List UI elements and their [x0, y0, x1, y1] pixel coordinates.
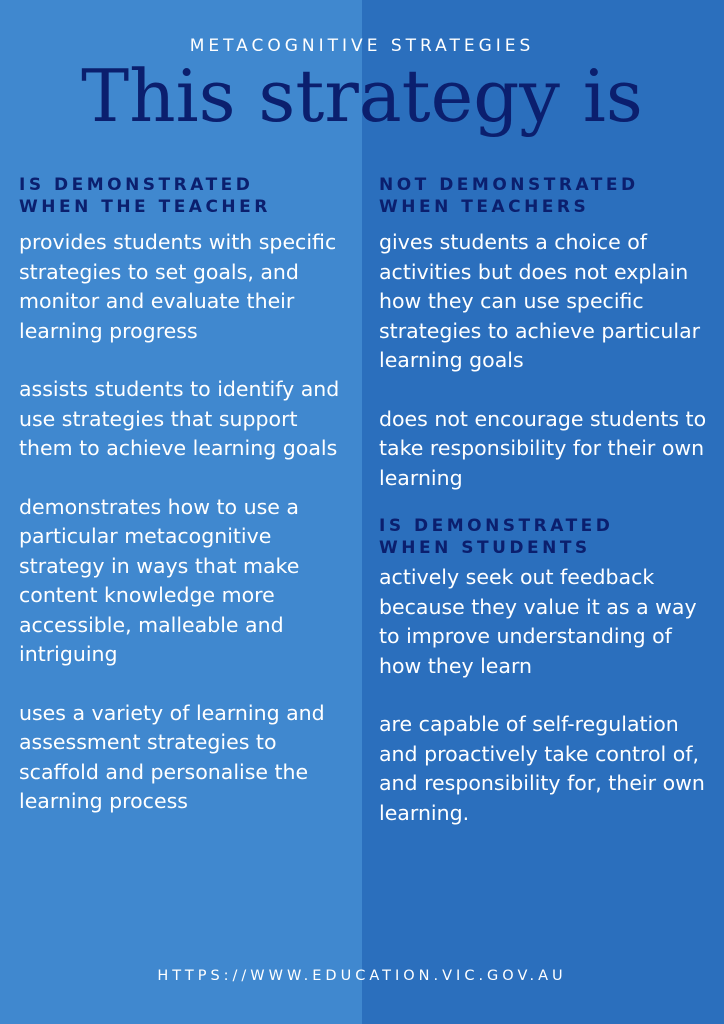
list-item: actively seek out feedback because they value it as a way to improve understanding of how they learn: [379, 565, 697, 678]
teacher-demonstrated-heading: [19, 174, 355, 218]
teacher-not-demonstrated-heading: [379, 174, 715, 218]
list-item: gives students a choice of activities but does not explain how they can use specific strategies to achieve particular learning goals: [379, 230, 701, 372]
right-column: [379, 174, 715, 857]
list-item: are capable of self-regulation and proactively take control of, and responsibility for, their own learning.: [379, 712, 705, 825]
list-item: uses a variety of learning and assessment strategies to scaffold and personalise the learning process: [19, 700, 325, 813]
source-url: HTTPS://WWW.EDUCATION.VIC.GOV.AU: [157, 968, 567, 984]
left-column: [19, 174, 355, 846]
kicker-label: METACOGNITIVE STRATEGIES: [189, 36, 535, 56]
page-title: This strategy is: [81, 54, 643, 138]
list-item: demonstrates how to use a particular metacognitive strategy in ways that make content knowledge more accessible, malleable and intriguing: [19, 494, 300, 666]
heading-line: NOT DEMONSTRATED: [379, 175, 639, 195]
list-item: provides students with specific strategies to set goals, and monitor and evaluate their learning progress: [19, 230, 337, 343]
heading-line: IS DEMONSTRATED: [19, 175, 254, 195]
heading-line: WHEN THE TEACHER: [19, 197, 271, 217]
heading-line: WHEN TEACHERS: [379, 197, 590, 217]
list-item: does not encourage students to take responsibility for their own learning: [379, 406, 707, 490]
students-demonstrated-heading: [379, 515, 715, 559]
heading-line: IS DEMONSTRATED: [379, 516, 614, 536]
list-item: assists students to identify and use strategies that support them to achieve learning goals: [19, 377, 340, 460]
heading-line: WHEN STUDENTS: [379, 538, 591, 558]
